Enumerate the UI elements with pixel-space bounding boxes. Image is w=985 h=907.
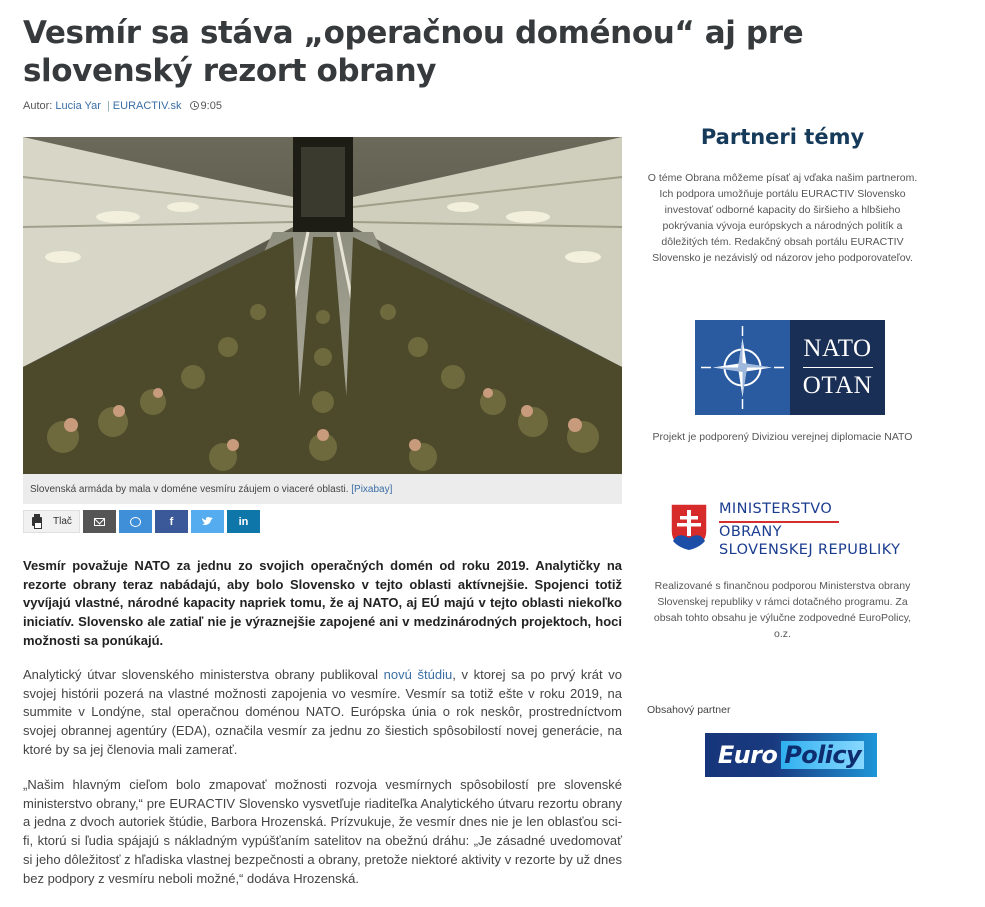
byline bbox=[23, 100, 222, 112]
nato-note: Projekt je podporený Diviziou verejnej diplomacie NATO bbox=[652, 431, 913, 443]
share-linkedin-button[interactable] bbox=[227, 510, 260, 533]
share-email-button[interactable] bbox=[83, 510, 116, 533]
facebook-icon: f bbox=[169, 515, 174, 528]
outlet-link[interactable]: EURACTIV.sk bbox=[112, 100, 182, 112]
share-messenger-button[interactable] bbox=[119, 510, 152, 533]
europolicy-policy: Policy bbox=[781, 741, 864, 769]
image-credit-link[interactable]: [Pixabay] bbox=[351, 484, 393, 495]
article-lead: Vesmír považuje NATO za jednu zo svojich operačných domén od roku 2019. Analytičky na rezorte obrany teraz nabádajú, aby bolo Slovensko v tejto oblasti aktívnejšie. Spojenci totiž vyvíjajú vlastné, národné kapacity napriek tomu, že aj NATO, aj EÚ majú v tejto oblasti niekoľko iniciatív. Slovensko ale zatiaľ nie je výraznejšie zapojené ani v medzinárodných projektoch, hoci možnosti sa ponúkajú. bbox=[23, 558, 622, 648]
article-paragraph-1 bbox=[23, 666, 622, 760]
envelope-icon bbox=[94, 518, 105, 526]
content-partner-label: Obsahový partner bbox=[647, 704, 731, 716]
sidebar-title: Partneri témy bbox=[700, 125, 865, 149]
caption-text: Slovenská armáda by mala v doméne vesmíru záujem o viaceré oblasti. bbox=[30, 484, 349, 495]
ministry-note: Realizované s finančnou podporou Ministerstva obrany Slovenskej republiky v rámci dotačného programu. Za obsah tohto obsahu je výlučne zodpovedné EuroPolicy, o.z. bbox=[653, 580, 912, 640]
paragraph-1-start: Analytický útvar slovenského ministerstva obrany publikoval bbox=[23, 667, 384, 682]
nato-text: NATO bbox=[803, 335, 872, 362]
byline-prefix: Autor: bbox=[23, 100, 56, 112]
ministry-line-1: MINISTERSTVO bbox=[719, 501, 833, 517]
article-title: Vesmír sa stáva „operačnou doménou“ aj pre slovenský rezort obrany bbox=[23, 15, 804, 89]
otan-text: OTAN bbox=[802, 372, 873, 399]
print-button[interactable] bbox=[23, 510, 80, 533]
nato-divider bbox=[803, 367, 873, 368]
share-twitter-button[interactable] bbox=[191, 510, 224, 533]
aircraft-cargo-bay-photo bbox=[23, 137, 622, 474]
printer-icon bbox=[32, 517, 42, 526]
nato-logo[interactable] bbox=[695, 320, 885, 415]
share-facebook-button[interactable] bbox=[155, 510, 188, 533]
europolicy-euro: Euro bbox=[717, 741, 778, 769]
messenger-icon bbox=[130, 517, 141, 527]
hero-image bbox=[23, 137, 622, 474]
ministry-wordmark bbox=[719, 500, 900, 559]
europolicy-logo[interactable] bbox=[705, 733, 877, 777]
image-caption bbox=[23, 474, 622, 504]
byline-separator: | bbox=[106, 100, 110, 112]
clock-icon bbox=[190, 101, 199, 110]
ministry-of-defence-logo[interactable] bbox=[670, 503, 920, 563]
ministry-line-2: OBRANY bbox=[719, 524, 782, 540]
share-bar bbox=[23, 510, 260, 533]
publish-time: 9:05 bbox=[200, 100, 222, 112]
slovak-coat-of-arms-icon bbox=[670, 503, 708, 551]
author-link[interactable]: Lucia Yar bbox=[55, 100, 101, 112]
ministry-line-3: SLOVENSKEJ REPUBLIKY bbox=[719, 542, 901, 558]
linkedin-icon: in bbox=[238, 515, 249, 528]
print-label: Tlač bbox=[53, 516, 72, 527]
sidebar-intro: O téme Obrana môžeme písať aj vďaka našim partnerom. Ich podpora umožňuje portálu EURACTIV Slovensko investovať odborné kapacity do širšieho a hlbšieho pokrývania vývoja európskych a národných politík a dôležitých tém. Redakčný obsah portálu EURACTIV Slovensko je nezávislý od názorov jeho podporovateľov. bbox=[647, 172, 918, 264]
study-link[interactable]: novú štúdiu bbox=[383, 667, 453, 682]
nato-compass-icon bbox=[695, 320, 790, 415]
article-paragraph-2: „Našim hlavným cieľom bolo zmapovať možnosti rozvoja vesmírnych spôsobilostí pre slovenské ministerstvo obrany,“ pre EURACTIV Slovensko vysvetľuje riaditeľka Analytického útvaru rezortu obrany a jedna z dvoch autoriek štúdie, Barbora Hrozenská. Prízvukuje, že vesmír dnes nie je len oblasťou sci-fi, ktorú si ľudia spájajú s nákladným vypúšťaním satelitov na obežnú dráhu: „Je zásadné uvedomovať si jeho dôležitosť z hľadiska vlastnej bezpečnosti a obrany, pretože niektoré aktivity v rezorte by už dnes bez podpory z vesmíru neboli možné,“ dodáva Hrozenská. bbox=[23, 777, 622, 886]
ministry-red-line bbox=[719, 521, 839, 523]
twitter-icon bbox=[202, 517, 213, 526]
paragraph-1-end: , v ktorej sa po prvý krát vo svojej histórii pozerá na vlastné možnosti zapojenia vo vesmíre. Vesmír sa totiž ešte v roku 2019, na summite v Londýne, stal operačnou doménou NATO. Európska únia o rok neskôr, prostredníctvom svojej obrannej agentúry (EDA), označila vesmír za jednu zo šiestich spôsobilostí novej generácie, na ktoré by sa jej členovia mali zamerať. bbox=[23, 667, 622, 757]
nato-wordmark bbox=[790, 320, 885, 415]
